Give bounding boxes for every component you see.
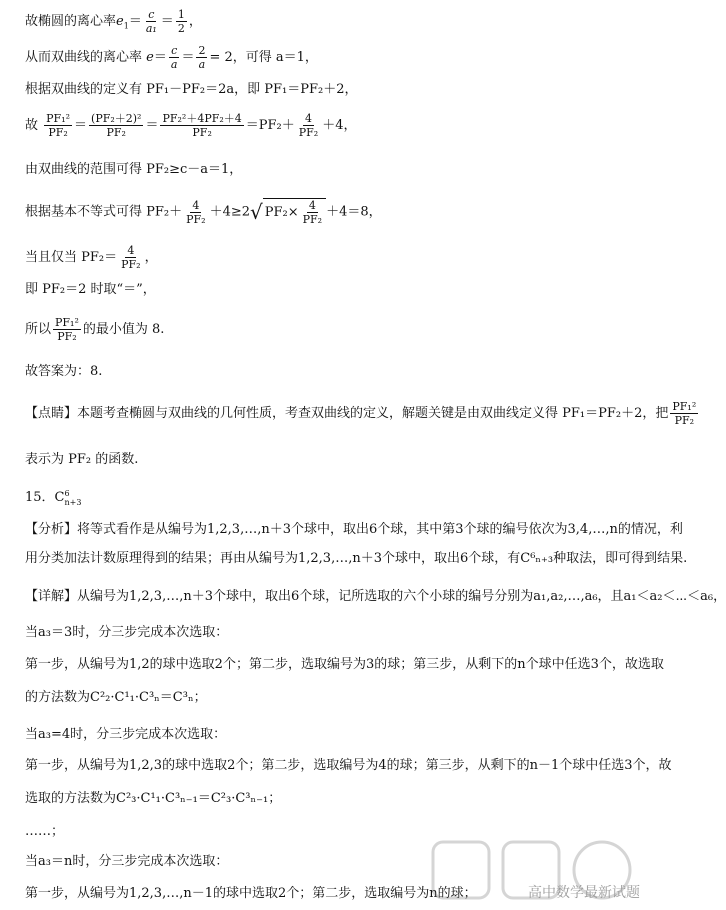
fraction: $\frac{\text{PF₁²}}{\text{PF₂}}$ [672,400,697,427]
line-eccentricity-ellipse: 故椭圆的离心率$e_1=$ $\frac{c}{\text{a₁}}$ ＝ $\frac{1}{2}$ ， [25,8,202,35]
line-detail-1: 【详解】从编号为1,2,3,…,n＋3个球中，取出6个球，记所选取的六个小球的编号分别为a₁,a₂,…,a₆，且a₁＜a₂＜⋯＜a₆， [25,589,726,604]
line-definition: 根据双曲线的定义有 PF₁－PF₂＝2a，即 PF₁＝PF₂＋2， [25,82,358,97]
line-case-4: 当a₃=4时，分三步完成本次选取： [25,727,227,742]
line-answer: 故答案为：8. [25,364,103,379]
fraction: $\frac{1}{2}$ [177,8,185,35]
radical-sign-icon: √ [250,200,263,224]
line-case-n: 当a₃＝n时，分三步完成本次选取： [25,854,229,869]
line-analysis-1: 【分析】将等式看作是从编号为1,2,3,…,n＋3个球中，取出6个球，其中第3个球的编号依次为3,4,…,n的情况，利 [25,522,683,537]
line-case-4-count: 选取的方法数为C²₃·C¹₁·C³ₙ₋₁＝C²₃·C³ₙ₋₁； [25,791,282,806]
fraction: $\frac{4}{\text{PF₂}}$ [298,112,319,139]
fraction: $\frac{c}{a}$ [170,44,178,71]
line-comment-cont: 表示为 PF₂ 的函数. [25,452,139,467]
fraction: $\frac{\text{PF₁²}}{\text{PF₂}}$ [46,112,71,139]
line-case-3-count: 的方法数为C²₂·C¹₁·C³ₙ＝C³ₙ； [25,690,207,705]
fraction: $\frac{4}{\text{PF₂}}$ [121,244,141,271]
line-eccentricity-hyperbola: 从而双曲线的离心率 e＝ $\frac{c}{a}$ ＝ $\frac{2}{a}$ = 2，可得 a＝1， [25,44,318,71]
line-minimum: 所以 $\frac{\text{PF₁²}}{\text{PF₂}}$ 的最小值为 8. [25,316,165,343]
fraction: $\frac{4}{\text{PF₂}}$ [302,199,323,226]
line-case-3-steps: 第一步，从编号为1,2的球中选取2个；第二步，选取编号为3的球；第三步，从剩下的n个球中任选3个，故选取 [25,657,664,672]
line-analysis-2: 用分类加法计数原理得到的结果；再由从编号为1,2,3,…,n＋3个球中，取出6个球，有C⁶ₙ₊₃种取法，即可得到结果. [25,551,688,566]
line-inequality: 根据基本不等式可得 PF₂＋ $\frac{4}{\text{PF₂}}$ ＋4≥2√ PF₂× $\frac{4}{\text{PF₂}}$ ＋4＝8， [25,198,382,226]
line-case-4-steps: 第一步，从编号为1,2,3的球中选取2个；第二步，选取编号为4的球；第三步，从剩下的n－1个球中任选3个，故 [25,758,672,773]
fraction: $\frac{4}{\text{PF₂}}$ [186,198,206,226]
watermark-text: 高中数学最新试题 [528,885,640,901]
line-case-n-steps: 第一步，从编号为1,2,3,…,n－1的球中选取2个；第二步，选取编号为n的球； [25,886,477,901]
fraction: $\frac{\text{PF₂²＋4PF₂＋4}}{\text{PF₂}}$ [162,112,242,139]
fraction: $\frac{\text{PF₁²}}{\text{PF₂}}$ [55,316,79,343]
line-equality-condition: 当且仅当 PF₂＝ $\frac{4}{\text{PF₂}}$ ， [25,244,158,271]
line-expression: 故 $\frac{\text{PF₁²}}{\text{PF₂}}$ ＝ $\frac{\text{(PF₂＋2)²}}{\text{PF₂}}$ ＝ $\frac{\text{PF₂²＋4PF₂＋4}}{\text{PF₂}}$ ＝PF₂＋ $\frac{4}{\text{PF₂}}$ ＋4， [25,112,357,139]
fraction: $\frac{2}{a}$ [198,44,206,71]
line-ellipsis: ……； [25,824,65,839]
line-question-15: 15．C 6 n+3 [25,488,82,507]
sqrt-body: PF₂× $\frac{4}{\text{PF₂}}$ [263,198,326,226]
fraction: $\frac{c}{\text{a₁}}$ [145,8,157,35]
line-equality-sign: 即 PF₂＝2 时取“＝”， [25,282,156,297]
line-range: 由双曲线的范围可得 PF₂≥c－a＝1， [25,162,243,177]
fraction: $\frac{\text{(PF₂＋2)²}}{\text{PF₂}}$ [91,112,142,139]
line-case-3: 当a₃＝3时，分三步完成本次选取： [25,625,229,640]
line-comment: 【点睛】本题考查椭圆与双曲线的几何性质，考查双曲线的定义，解题关键是由双曲线定义得 PF₁＝PF₂＋2，把 $\frac{\text{PF₁²}}{\text{PF₂}}$ [25,400,697,427]
